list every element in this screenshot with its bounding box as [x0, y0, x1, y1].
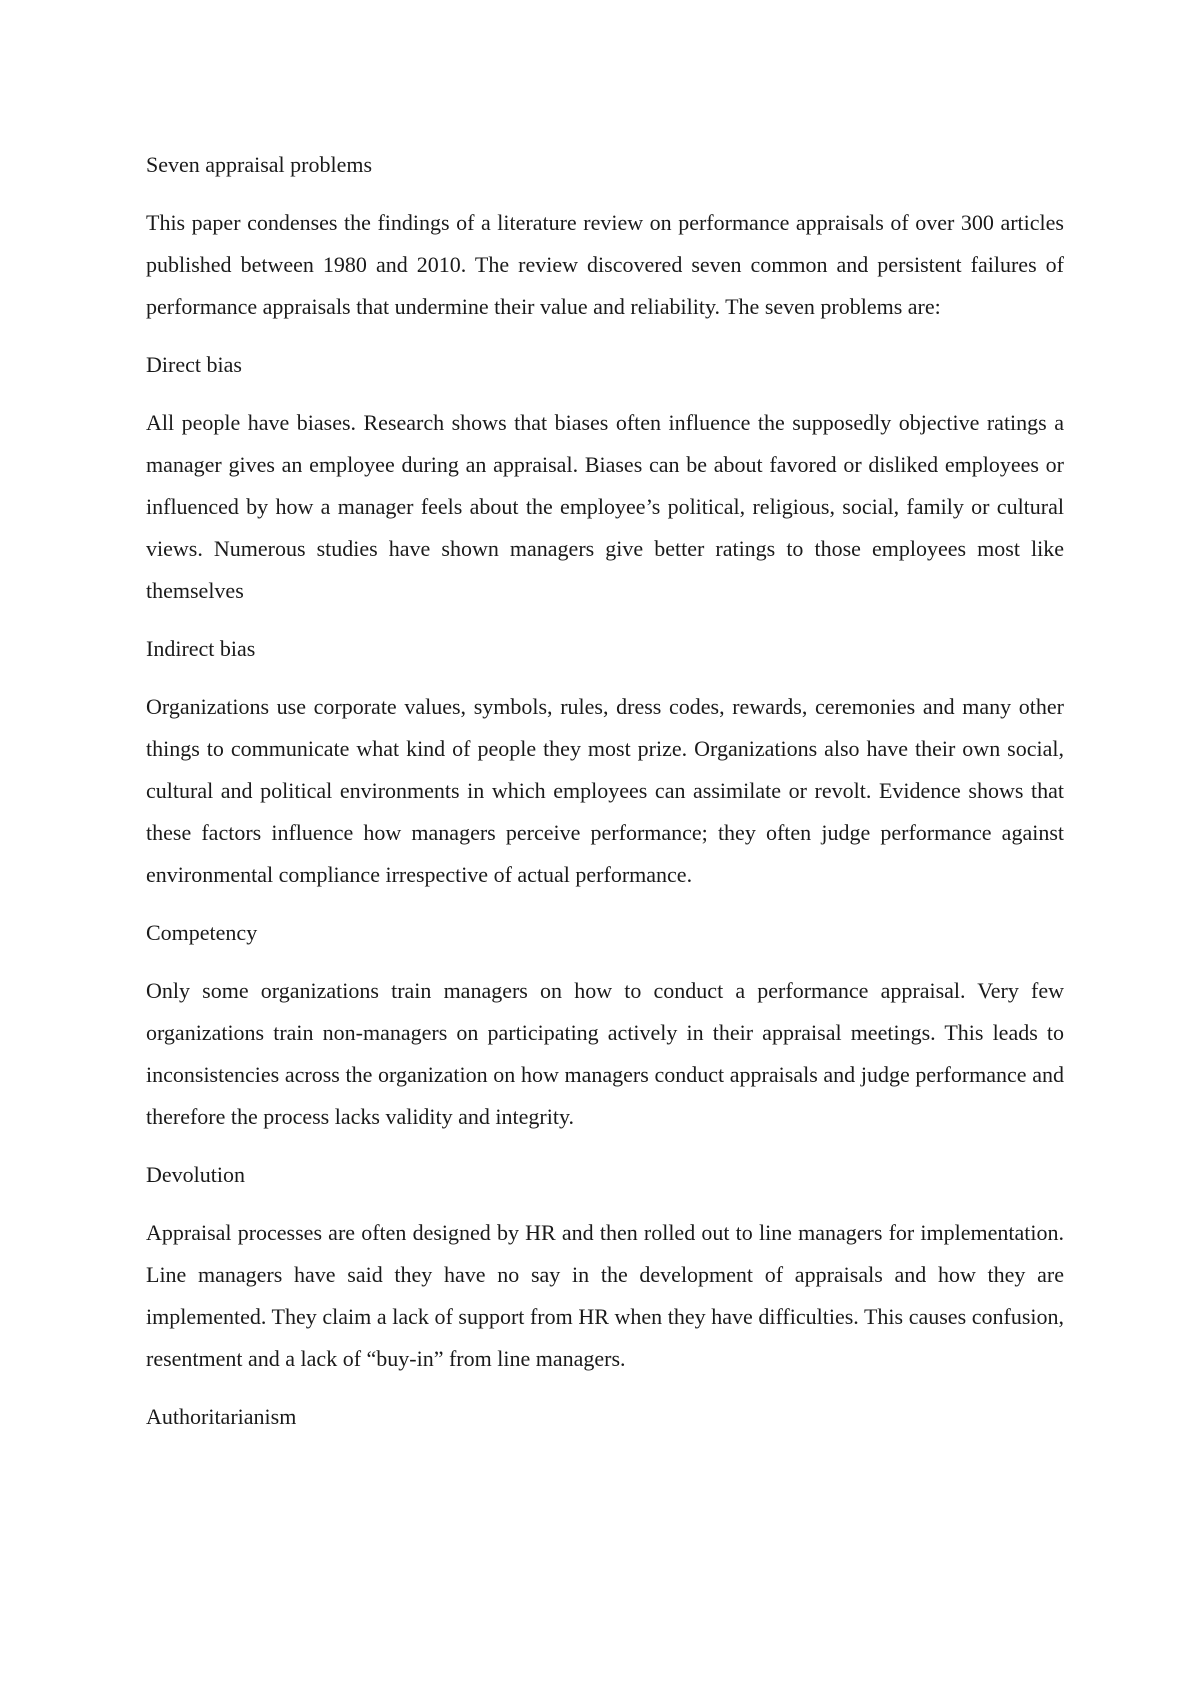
section-heading-authoritarianism: Authoritarianism: [146, 1404, 297, 1429]
intro-paragraph: This paper condenses the findings of a literature review on performance appraisals of over 300 articles published between 1980 and 2010. The review discovered seven common and persistent failures of performance appraisals that undermine their value and reliability. The seven problems are:: [146, 210, 1064, 319]
document-content: [146, 144, 1064, 1454]
section-heading-direct-bias: Direct bias: [146, 352, 242, 377]
section-body-competency: Only some organizations train managers on how to conduct a performance appraisal. Very few organizations train non-managers on participating actively in their appraisal meetings. This leads to inconsistencies across the organization on how managers conduct appraisals and judge performance and therefore the process lacks validity and integrity.: [146, 978, 1064, 1129]
section-body-direct-bias: All people have biases. Research shows that biases often influence the supposedly objective ratings a manager gives an employee during an appraisal. Biases can be about favored or disliked employees or influenced by how a manager feels about the employee’s political, religious, social, family or cultural views. Numerous studies have shown managers give better ratings to those employees most like themselves: [146, 410, 1064, 603]
section-heading-competency: Competency: [146, 920, 258, 945]
document-title: Seven appraisal problems: [146, 152, 373, 177]
section-body-indirect-bias: Organizations use corporate values, symbols, rules, dress codes, rewards, ceremonies and many other things to communicate what kind of people they most prize. Organizations also have their own social, cultural and political environments in which employees can assimilate or revolt. Evidence shows that these factors influence how managers perceive performance; they often judge performance against environmental compliance irrespective of actual performance.: [146, 694, 1064, 887]
section-body-devolution: Appraisal processes are often designed by HR and then rolled out to line managers for implementation. Line managers have said they have no say in the development of appraisals and how they are implemented. They claim a lack of support from HR when they have difficulties. This causes confusion, resentment and a lack of “buy-in” from line managers.: [146, 1220, 1064, 1371]
section-heading-indirect-bias: Indirect bias: [146, 636, 256, 661]
section-heading-devolution: Devolution: [146, 1162, 245, 1187]
